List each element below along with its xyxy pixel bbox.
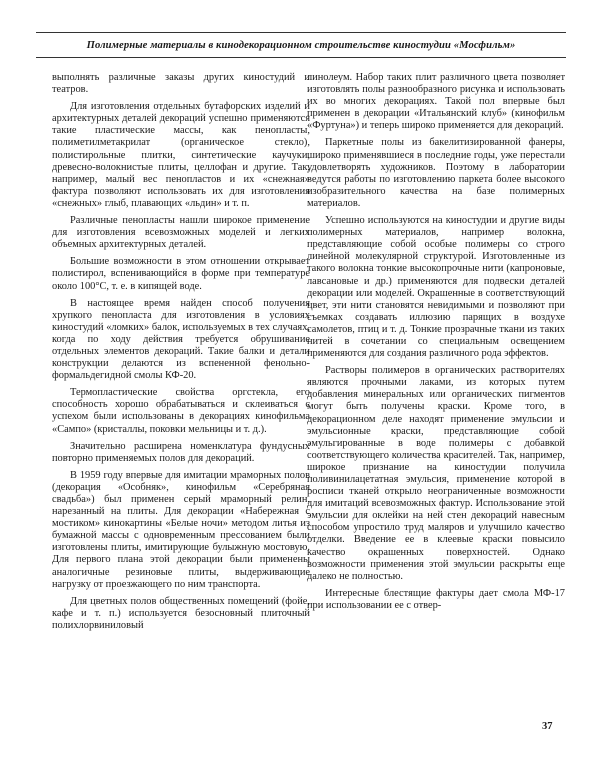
paragraph: Растворы полимеров в органических растворителях являются прочными лаками, из которых путем добавления минеральных или органических пигментов могут быть получены краски. Кроме того, в декорационном деле находят применение эмульсии и эмульсионные краски, представляющие собой эмульгированные в воде полимеры с добавкой соответствующего количества красителей. Так, например, широкое признание на киностудии получила поливинилацетатная эмульсия, применение которой в росписи тканей открыло неограниченные возможности для имитаций всевозможных фактур. Использование этой эмульсии для оклейки на ней стен декораций навесным способом упростило труд маляров и улучшило качество отделки. Введение ее в клеевые краски повысило качество окрашенных поверхностей. Однако возможности применения этой эмульсии раскрыты еще далеко не полностью. [307,365,565,582]
running-header [36,32,566,58]
paragraph: выполнять различные заказы других киностудий и театров. [52,72,310,96]
running-title: Полимерные материалы в кинодекорационном строительстве киностудии «Мосфильм» [86,39,516,51]
paragraph: Большие возможности в этом отношении открывает полистирол, вспенивающийся в форме при температуре около 100°С, т. е. в кипящей воде. [52,256,310,292]
paragraph: Для цветных полов общественных помещений (фойе, кафе и т. п.) используется безосновный плиточный полихлорвиниловый [52,595,310,631]
paragraph: В настоящее время найден способ получения хрупкого пенопласта для изготовления в условиях киностудий «ломких» балок, используемых в тех случаях, когда по ходу действия требуется обрушивание отдельных элементов декораций. Такие балки и детали конструкции делаются из вспененной фенольно-формальдегидной смолы КФ-20. [52,297,310,382]
paragraph: Термопластические свойства оргстекла, его способность хорошо обрабатываться и склеиваться с успехом были использованы в декорациях кинофильма «Сампо» (кристаллы, поковки мельницы и т. д.). [52,387,310,435]
paragraph: Интересные блестящие фактуры дает смола МФ-17 при использовании ее с отвер- [307,587,565,611]
paragraph: Значительно расширена номенклатура фундусных повторно применяемых полов для декораций. [52,440,310,464]
paragraph: Различные пенопласты нашли широкое применение для изготовления всевозможных моделей и легких объемных архитектурных деталей. [52,215,310,251]
right-column [307,72,565,617]
paragraph: Паркетные полы из бакелитизированной фанеры, широко применявшиеся в последние годы, уже перестали удовлетворять художников. Поэтому в лаборатории ведутся работы по изготовлению паркета более высокого изобразительного качества на базе полимерных материалов. [307,137,565,209]
paragraph: линолеум. Набор таких плит различного цвета позволяет изготовлять полы разнообразного рисунка и использовать их во многих декорациях. Такой пол впервые был применен в декорации «Итальянский клуб» (кинофильм «Фуртуна») и теперь широко применяется для декораций. [307,72,565,132]
paragraph: Успешно используются на киностудии и другие виды полимерных материалов, например волокна, представляющие собой особые полимеры со строго линейной молекулярной структурой. Изготовленные из такого волокна тонкие высокопрочные нити (капроновые, лавсановые и др.) применяются для подвески деталей декорации или моделей. Окрашенные в соответствующий цвет, эти нити становятся невидимыми и позволяют при съемках создавать иллюзию парящих в воздухе самолетов, птиц и т. д. Тонкие прозрачные ткани из таких нитей в сочетании со специальным освещением применяются для создания различного рода эффектов. [307,215,565,360]
paragraph: Для изготовления отдельных бутафорских изделий и архитектурных деталей декораций успешно применяются такие пластические массы, как пенопласты, полиметилметакрилат (органическое стекло), полистирольные плитки, синтетические каучуки, древесно-волокнистые плиты, целлофан и другие. Так, например, малый вес пенопластов и их «снежная» фактура позволяют использовать их для изготовления «снежных» глыб, плавающих «льдин» и т. п. [52,101,310,209]
paragraph: В 1959 году впервые для имитации мраморных полов (декорация «Особняк», кинофильм «Серебряная свадьба») был применен серый мраморный релин, нарезанный на плиты. Для декорации «Набережная с мостиком» кинокартины «Белые ночи» методом литья из бумажной массы с одновременным прессованием были изготовлены плиты, имитирующие булыжную мостовую. Для первого плана этой декорации были применены аналогичные резиновые плиты, выдерживающие нагрузку от проезжающего по ним транспорта. [52,469,310,590]
page-number: 37 [542,721,553,732]
left-column [52,72,310,637]
